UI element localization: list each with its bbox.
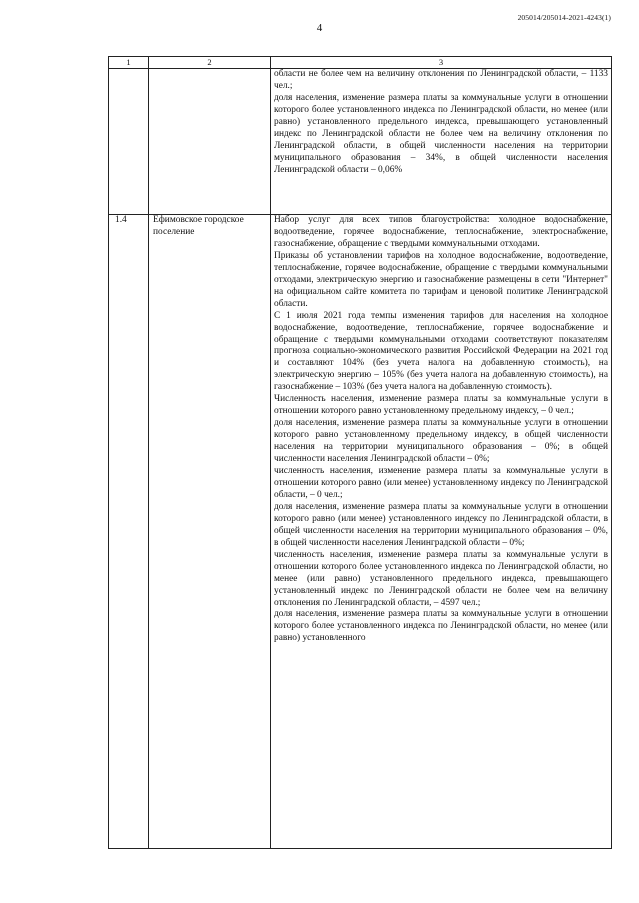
column-header-3: 3 [438,57,444,67]
column-header-1: 1 [109,57,149,68]
paragraph: доля населения, изменение размера платы за коммунальные услуги в отношении которого равно установленному предельному индексу, в общей численности населения на территории муниципального образования – 0%; в общей численности населения Ленинградской области – 0%; [274,418,608,465]
row-number-cell [109,69,149,214]
paragraph: Численность населения, изменение размера платы за коммунальные услуги в отношении которого равно установленному предельному индексу, – 0 чел.; [274,394,608,417]
document-id: 205014/205014-2021-4243(1) [517,13,611,22]
column-header-2: 2 [149,57,271,68]
table-row-1-4 [109,215,611,848]
table-header-row [109,57,611,69]
paragraph: области не более чем на величину отклонения по Ленинградской области, – 1133 чел.; [274,69,608,91]
paragraph: С 1 июля 2021 года темпы изменения тарифов для населения на холодное водоснабжение, водоотведение, теплоснабжение, горячее водоснабжение и обращение с твердыми коммунальными отходами соответствуют показателям прогноза социально-экономического развития Российской Федерации на 2021 год и составляют 104% (без учета налога на добавленную стоимость), на электрическую энергию – 105% (без учета налога на добавленную стоимость), на газоснабжение – 103% (без учета налога на добавленную стоимость). [274,310,608,393]
paragraph: доля населения, изменение размера платы за коммунальные услуги в отношении которого равно (или менее) установленного индексу по Ленинградской области, в общей численности населения на территории муниципального образования – 0%, в общей численности населения Ленинградской области – 0%; [274,501,608,548]
page-number: 4 [316,22,323,34]
tariff-table [108,56,612,849]
paragraph: численность населения, изменение размера платы за коммунальные услуги в отношении которого более установленного индекса по Ленинградской области, но менее (или равно) установленного предельного индекса, превышающего установленный индекс по Ленинградской области не более чем на величину отклонения по Ленинградской области, – 4597 чел.; [274,549,608,608]
paragraph: Набор услуг для всех типов благоустройства: холодное водоснабжение, водоотведение, горячее водоснабжение, теплоснабжение, электроснабжение, газоснабжение, обращение с твердыми коммунальными отходами. [274,215,608,249]
description-cell [271,69,611,214]
table-row-continuation [109,69,611,215]
paragraph: доля населения, изменение размера платы за коммунальные услуги в отношении которого более установленного индекса по Ленинградской области, но менее (или равно) установленного предельного индекса, превышающего установленный индекс по Ленинградской области не более чем на величину отклонения по Ленинградской области, в общей численности населения на территории муниципального образования – 34%, в общей численности населения Ленинградской области – 0,06% [274,92,608,175]
row-number-cell: 1.4 [109,215,149,848]
paragraph: численность населения, изменение размера платы за коммунальные услуги в отношении которого равно (или менее) установленному индексу по Ленинградской области, – 0 чел.; [274,466,608,500]
settlement-name-cell: Ефимовское городское поселение [149,215,271,848]
paragraph: доля населения, изменение размера платы за коммунальные услуги в отношении которого более установленного индекса по Ленинградской области, но менее (или равно) установленного [274,609,608,644]
description-cell [271,215,611,848]
settlement-name-cell [149,69,271,214]
paragraph: Приказы об установлении тарифов на холодное водоснабжение, водоотведение, теплоснабжение, горячее водоснабжение, обращение с твердыми коммунальными отходами, электрическую энергию и газоснабжение размещены в сети "Интернет" на официальном сайте комитета по тарифам и ценовой политике Ленинградской области. [274,250,608,309]
